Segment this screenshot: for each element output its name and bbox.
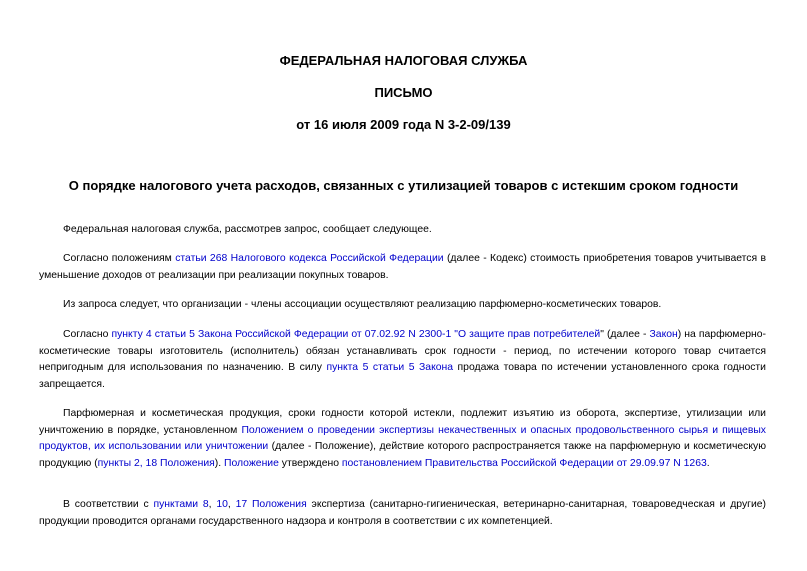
paragraph-text: В соответствии с: [63, 499, 154, 510]
paragraph-text: экспертиза (санитарно-гигиеническая, ветеринарно-санитарная, товароведческая и другие) продукции проводится органами государственного надзора и контроля в соответствии с их компетенцией.: [39, 499, 766, 527]
link-government-decree-1263[interactable]: постановлением Правительства Российской Федерации от 29.09.97 N 1263: [341, 457, 707, 469]
paragraph-text: (далее - Кодекс) стоимость приобретения товаров учитывается в уменьшение доходов от реализации при реализации покупных товаров.: [39, 253, 766, 281]
link-regulation-points-2-18[interactable]: пункты 2, 18 Положения: [97, 457, 215, 469]
paragraph-text: .: [706, 457, 710, 469]
paragraph-4: [39, 327, 766, 393]
paragraph-text: ,: [227, 499, 236, 510]
paragraph-5: [39, 406, 766, 472]
paragraph-3: Из запроса следует, что организации - члены ассоциации осуществляют реализацию парфюмерно-косметических товаров.: [63, 299, 662, 310]
link-tax-code-article-268[interactable]: статьи 268 Налогового кодекса Российской Федерации: [175, 253, 444, 264]
document-type: ПИСЬМО: [374, 85, 433, 100]
paragraph-text: утверждено: [278, 457, 342, 469]
paragraph-text: Парфюмерная и косметическая продукция, сроки годности которой истекли, подлежит изъятию из оборота, экспертизе, утилизации или уничтожению в порядке, установленном: [39, 408, 766, 436]
paragraph-text: Согласно: [63, 329, 112, 340]
document-title: О порядке налогового учета расходов, связанных с утилизацией товаров с истекшим сроком годности: [68, 178, 739, 193]
link-regulation-point-17[interactable]: 17 Положения: [235, 499, 307, 510]
paragraph-1: Федеральная налоговая служба, рассмотрев запрос, сообщает следующее.: [63, 224, 432, 235]
paragraph-text: ) на парфюмерно-косметические товары изготовитель (исполнитель) обязан устанавливать срок годности - период, по истечении которого товар считается непригодным для использования по назначению. В силу: [39, 329, 766, 373]
paragraph-text: " (далее -: [600, 329, 650, 340]
paragraph-6: [39, 497, 766, 530]
document-date-number: от 16 июля 2009 года N 3-2-09/139: [296, 117, 511, 132]
agency-name: ФЕДЕРАЛЬНАЯ НАЛОГОВАЯ СЛУЖБА: [279, 53, 528, 68]
paragraph-text: ,: [208, 499, 217, 510]
link-point-10[interactable]: 10: [216, 499, 228, 510]
paragraph-2: [39, 251, 766, 284]
link-points-8[interactable]: пунктами 8: [153, 499, 209, 510]
paragraph-text: (далее - Положение), действие которого распространяется также на парфюмерную и косметическую продукцию (: [39, 441, 767, 469]
link-law-point-5[interactable]: пункта 5 статьи 5 Закона: [326, 362, 454, 373]
link-law[interactable]: Закон: [649, 329, 678, 340]
link-consumer-law-point-4[interactable]: пункту 4 статьи 5 Закона Российской Федерации от 07.02.92 N 2300-1 "О защите прав потребителей: [111, 329, 601, 340]
paragraph-text: Согласно положениям: [63, 253, 176, 264]
link-regulation[interactable]: Положение: [223, 457, 279, 469]
paragraph-text: продажа товара по истечении установленного срока годности запрещается.: [39, 362, 766, 390]
paragraph-text: ).: [214, 457, 224, 469]
link-regulation-expertise[interactable]: Положением о проведении экспертизы некачественных и опасных продовольственного сырья и пищевых продуктов, их использовании или уничтожении: [39, 424, 767, 452]
